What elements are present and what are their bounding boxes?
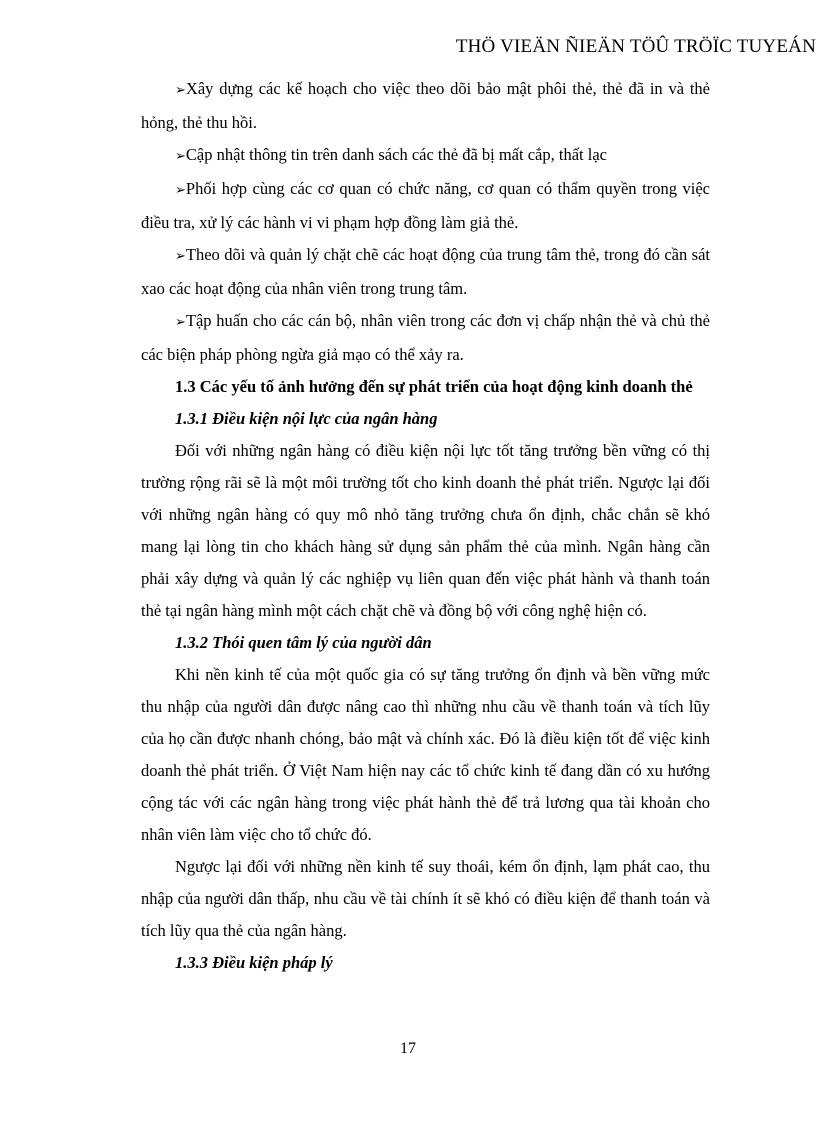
bullet-text: Tập huấn cho các cán bộ, nhân viên trong các đơn vị chấp nhận thẻ và chủ thẻ các biện pháp phòng ngừa giả mạo có thể xảy ra. [141, 311, 710, 364]
bullet-item [141, 139, 710, 173]
bullet-arrow-icon: ➢ [175, 249, 186, 264]
paragraph: Đối với những ngân hàng có điều kiện nội lực tốt tăng trưởng bền vững có thị trường rộng rãi sẽ là một môi trường tốt cho kinh doanh thẻ phát triển. Ngược lại đối với những ngân hàng có quy mô nhỏ tăng trưởng chưa ổn định, chắc chắn sẽ khó mang lại lòng tin cho khách hàng sử dụng sản phẩm thẻ của mình. Ngân hàng cần phải xây dựng và quản lý các nghiệp vụ liên quan đến việc phát hành và thanh toán thẻ tại ngân hàng mình một cách chặt chẽ và đồng bộ với công nghệ hiện có. [141, 441, 710, 620]
page-header-title: THÖ VIEÄN ÑIEÄN TÖÛ TRÖÏC TUYEÁN [455, 36, 816, 57]
bullet-arrow-icon: ➢ [175, 315, 186, 330]
bullet-text: Phối hợp cùng các cơ quan có chức năng, cơ quan có thẩm quyền trong việc điều tra, xử lý các hành vi vi phạm hợp đồng làm giả thẻ. [141, 179, 710, 232]
paragraph: Ngược lại đối với những nền kinh tế suy thoái, kém ổn định, lạm phát cao, thu nhập của người dân thấp, nhu cầu về tài chính ít sẽ khó có điều kiện để thanh toán và tích lũy qua thẻ của ngân hàng. [141, 857, 710, 940]
subsection-title-1-3-3: 1.3.3 Điều kiện pháp lý [175, 953, 333, 972]
bullet-arrow-icon: ➢ [175, 149, 186, 164]
bullet-item [141, 305, 710, 371]
bullet-text: Theo dõi và quản lý chặt chẽ các hoạt động của trung tâm thẻ, trong đó cần sát xao các hoạt động của nhân viên trong trung tâm. [141, 245, 710, 298]
bullet-item [141, 173, 710, 239]
subsection-title-1-3-1: 1.3.1 Điều kiện nội lực của ngân hàng [175, 409, 438, 428]
paragraph: Khi nền kinh tế của một quốc gia có sự tăng trưởng ổn định và bền vững mức thu nhập của người dân được nâng cao thì những nhu cầu về thanh toán và tích lũy của họ cần được nhanh chóng, bảo mật và chính xác. Đó là điều kiện tốt để việc kinh doanh thẻ phát triển. Ở Việt Nam hiện nay các tổ chức kinh tế đang dần có xu hướng cộng tác với các ngân hàng trong việc phát hành thẻ để trả lương qua tài khoản cho nhân viên làm việc cho tổ chức đó. [141, 665, 710, 844]
bullet-arrow-icon: ➢ [175, 183, 186, 198]
bullet-arrow-icon: ➢ [175, 83, 186, 98]
bullet-item [141, 239, 710, 305]
subsection-title-1-3-2: 1.3.2 Thói quen tâm lý của người dân [175, 633, 432, 652]
section-heading: 1.3 Các yếu tố ảnh hưởng đến sự phát triển của hoạt động kinh doanh thẻ [175, 377, 693, 396]
document-body [141, 73, 710, 979]
bullet-item [141, 73, 710, 139]
bullet-text: Xây dựng các kế hoạch cho việc theo dõi bảo mật phôi thẻ, thẻ đã in và thẻ hỏng, thẻ thu hồi. [141, 79, 710, 132]
bullet-text: Cập nhật thông tin trên danh sách các thẻ đã bị mất cắp, thất lạc [185, 145, 607, 164]
page-number: 17 [400, 1040, 416, 1057]
